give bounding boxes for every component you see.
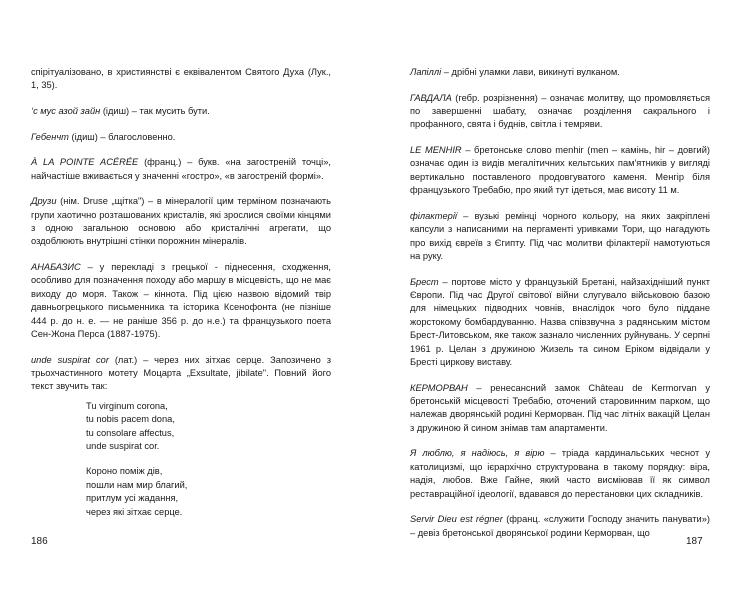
term: unde suspirat cor <box>31 354 109 365</box>
left-para-2 <box>31 105 331 118</box>
poem-line: unde suspirat cor. <box>86 441 160 452</box>
poem-line: tu nobis pacem dona, <box>86 414 175 425</box>
definition: – дрібні уламки лави, викинуті вулканом. <box>441 67 620 77</box>
term: КЕРМОРВАН <box>410 382 468 393</box>
left-para-6 <box>31 261 331 341</box>
page-number-left: 186 <box>31 536 48 547</box>
right-para-3 <box>410 144 710 198</box>
left-para-5 <box>31 195 331 249</box>
right-para-2 <box>410 92 710 132</box>
term: Друзи <box>31 196 57 207</box>
poem-line: Tu virginum corona, <box>86 400 168 411</box>
term: À LA POINTE ACÉRÉE <box>31 157 139 168</box>
definition: (нім. Druse „щітка") – в мінералогії цим терміном позначають групи хаотично розташованих кристалів, які зрослися своїми кінцями з одною загальною основою або кристалічні агрегати, що оздоблюють внутрішні стінки порожнин мінералів. <box>31 196 331 247</box>
term: ГАВДАЛА <box>410 92 452 103</box>
poem-line: притлум усі жадання, <box>86 493 179 504</box>
poem-line: через які зітхає серце. <box>86 506 183 517</box>
left-para-4 <box>31 156 331 183</box>
definition: (лат.) – через них зітхає серце. Запозичено з трьохчастинного мотету Моцарта „Exsultate, jibilate". Повний його текст звучить так: <box>31 354 331 392</box>
definition: (франц.) – букв. «на загостреній точці», найчастіше вживається у значенні «гостро», «в загостреній формі». <box>31 157 331 181</box>
poem-stanza-latin <box>86 400 331 454</box>
term: ʻс мус азой зайн <box>31 106 101 116</box>
right-para-7 <box>410 447 710 501</box>
poem-line: tu consolare affectus, <box>86 427 175 438</box>
definition: (гебр. розрізнення) – означає молитву, що промовляється по завершенні шабату, означає розділення сакрального і профанного, свята і буднів, світла і темряви. <box>410 92 710 130</box>
right-para-6 <box>410 382 710 436</box>
page-number-right: 187 <box>686 536 703 547</box>
definition: спірітуалізовано, в християнстві є еквівалентом Святого Духа (Лук., 1, 35). <box>31 67 331 91</box>
term: Я люблю, я надіюсь, я вірю <box>410 448 545 459</box>
term: Лапіллі <box>410 67 442 77</box>
right-para-4 <box>410 210 710 264</box>
poem-line: Короно поміж дів, <box>86 466 163 477</box>
left-page <box>31 66 331 531</box>
definition: – вузькі ремінці чорного кольору, на яких закріплені капсули з написаними на пергаменті уривками Тори, що нагадують про вихід євреїв з Єгипту. Під час молитви філактерії намотуються на руку. <box>410 210 710 262</box>
left-para-3 <box>31 131 331 144</box>
definition: (франц. «служити Господу значить панувати») – девіз бретонської дворянської родини Керморван, що <box>410 514 710 538</box>
right-para-8 <box>410 513 710 540</box>
right-para-1 <box>410 66 710 79</box>
term: філактерії <box>410 210 457 221</box>
definition: (ідиш) – так мусить бути. <box>100 106 210 116</box>
term: Брест <box>410 276 439 287</box>
left-para-7 <box>31 354 331 394</box>
term: Гебенчт <box>31 131 69 142</box>
term: LE MENHIR <box>410 145 462 155</box>
term: АНАБАЗИС <box>31 262 81 272</box>
definition: – у перекладі з грецької - піднесення, сходження, особливо для позначення походу або маршу в місцевість, що не має виходу до моря. Також – кіннота. Під цією назвою відомий твір давньогрецького письменника та історика Ксенофонта (не пізніше 444 р. до н. е. — не раніше 356 р. до н.е.) та французького поета Сен-Жона Перса (1887-1975). <box>31 262 331 340</box>
right-page <box>410 66 710 552</box>
definition: – тріада кардинальських чеснот у католицизмі, що ієрархічно структурована в такому порядку: віра, надія, любов. Вже Гайне, який часто висміював її як символ реставраційної ідеології, вдавався до перестановки цих складників. <box>410 448 710 499</box>
right-para-5 <box>410 276 710 370</box>
poem <box>86 400 331 519</box>
poem-line: пошли нам мир благий, <box>86 479 188 490</box>
left-para-1 <box>31 66 331 93</box>
definition: – ренесансний замок Château de Kermorvan у бретонській місцевості Требабю, оточений старовинним парком, що належав дворянській родині Керморван. Під час літніх вакацій Целан з дружиною й сином знімав там апартаменти. <box>410 382 710 433</box>
term: Servir Dieu est régner <box>410 514 503 525</box>
definition: (ідиш) – благословенно. <box>68 131 176 142</box>
definition: – бретонське слово menhir (men – камінь, hir – довгий) означає один із видів мегалітичних кельтських пам'ятників у вигляді вертикально поставленого продовгуватого каменя. Менгір біля французького Требабю, про який тут ідеться, має висоту 11 м. <box>410 145 710 196</box>
poem-stanza-ukrainian <box>86 465 331 519</box>
definition: – портове місто у французькій Бретані, найзахідніший пункт Європи. Під час Другої світової війни слугувало військовою базою для німецьких підводних човнів, внаслідок чого було піддане жорстокому бомбардуванню. Назва співзвучна з радянським містом Брест-Литовськом, яке також зазнало численних руйнувань. У серпні 1961 р. Целан з дружиною Жизель та сином Еріком відвідали у Бресті циркову виставу. <box>410 276 710 368</box>
